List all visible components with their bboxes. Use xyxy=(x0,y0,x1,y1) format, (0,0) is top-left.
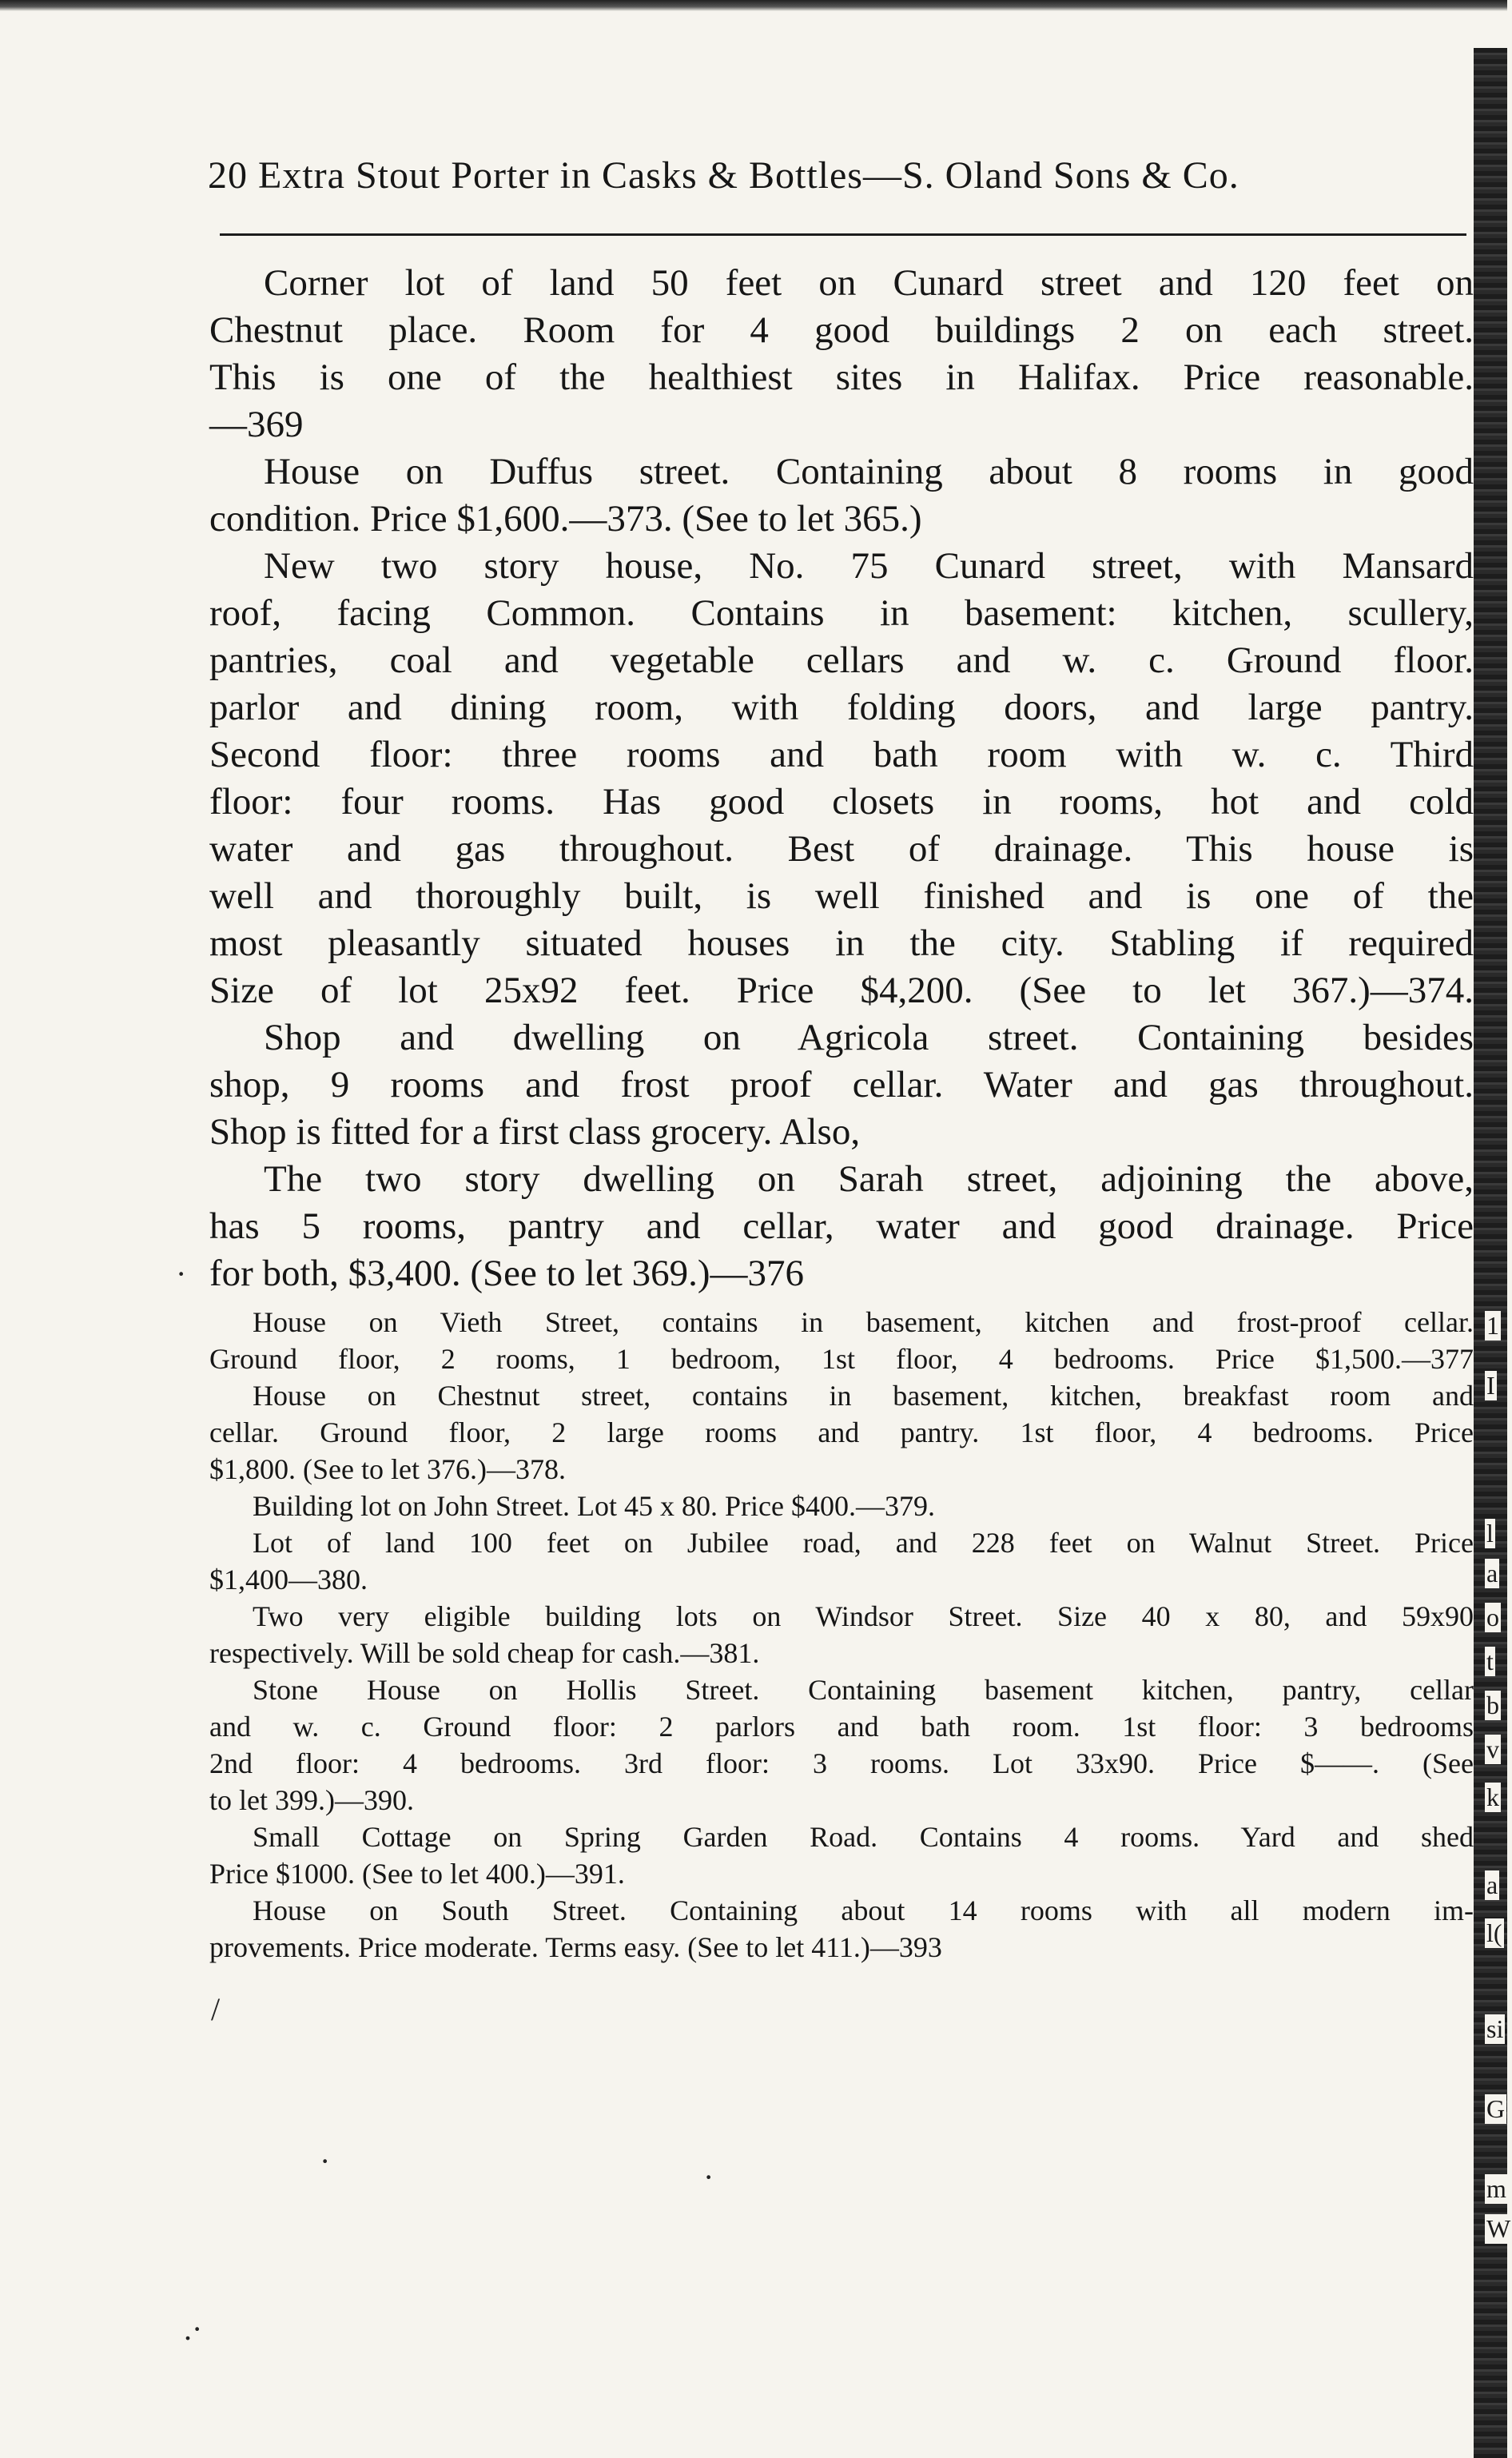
text-line: condition. Price $1,600.—373. (See to let 365.) xyxy=(209,498,922,540)
ink-dot: · xyxy=(320,2143,331,2179)
edge-fragment: o xyxy=(1486,1603,1499,1631)
edge-fragment: l xyxy=(1486,1519,1494,1548)
text-line: to let 399.)—390. xyxy=(209,1784,414,1816)
text-line: Shop is fitted for a first class grocery. Also, xyxy=(209,1111,861,1153)
text-line: most pleasantly situated houses in the city. Stabling if required xyxy=(209,922,1474,964)
text-line: cellar. Ground floor, 2 large rooms and pantry. 1st floor, 4 bedrooms. Price xyxy=(209,1416,1474,1448)
text-line: water and gas throughout. Best of drainage. This house is xyxy=(209,828,1474,870)
top-border xyxy=(0,0,1507,11)
text-line: House on Chestnut street, contains in basement, kitchen, breakfast room and xyxy=(253,1380,1474,1412)
ink-mark: / xyxy=(211,1991,221,2027)
edge-fragment: k xyxy=(1486,1783,1499,1811)
text-line: Building lot on John Street. Lot 45 x 80. Price $400.—379. xyxy=(253,1490,935,1522)
edge-fragment: b xyxy=(1486,1691,1499,1719)
text-line: Two very eligible building lots on Windsor Street. Size 40 x 80, and 59x90 xyxy=(253,1600,1474,1632)
text-line: provements. Price moderate. Terms easy. (See to let 411.)—393 xyxy=(209,1931,942,1963)
edge-fragment: v xyxy=(1486,1735,1499,1763)
text-line: well and thoroughly built, is well finished and is one of the xyxy=(209,875,1474,917)
text-line: shop, 9 rooms and frost proof cellar. Water and gas throughout. xyxy=(209,1064,1474,1106)
adjacent-page-fragments xyxy=(1485,0,1511,2458)
text-line: for both, $3,400. (See to let 369.)—376 xyxy=(209,1253,805,1294)
edge-fragment: W xyxy=(1486,2214,1511,2243)
edge-fragment: I xyxy=(1486,1371,1495,1400)
text-line: respectively. Will be sold cheap for cash.—381. xyxy=(209,1637,760,1669)
listings-text xyxy=(209,260,1474,1966)
text-line: New two story house, No. 75 Cunard street, with Mansard xyxy=(264,545,1474,587)
text-line: parlor and dining room, with folding doors, and large pantry. xyxy=(209,687,1474,728)
edge-fragment: 1 xyxy=(1486,1311,1499,1340)
ink-dot: · xyxy=(176,1256,187,1292)
running-header: 20 Extra Stout Porter in Casks & Bottles—S. Oland Sons & Co. xyxy=(208,154,1239,197)
text-line: Chestnut place. Room for 4 good buildings 2 on each street. xyxy=(209,309,1474,351)
text-line: 2nd floor: 4 bedrooms. 3rd floor: 3 rooms. Lot 33x90. Price $——. (See xyxy=(209,1747,1474,1779)
text-line: Stone House on Hollis Street. Containing basement kitchen, pantry, cellar xyxy=(253,1674,1474,1706)
text-line: roof, facing Common. Contains in basement: kitchen, scullery, xyxy=(209,592,1474,634)
text-line: has 5 rooms, pantry and cellar, water and good drainage. Price xyxy=(209,1205,1474,1247)
text-line: The two story dwelling on Sarah street, adjoining the above, xyxy=(264,1158,1474,1200)
text-line: Lot of land 100 feet on Jubilee road, and 228 feet on Walnut Street. Price xyxy=(253,1527,1474,1559)
ink-dot: · xyxy=(703,2159,714,2195)
text-line: pantries, coal and vegetable cellars and w. c. Ground floor. xyxy=(209,639,1474,681)
text-line: House on Vieth Street, contains in basement, kitchen and frost-proof cellar. xyxy=(253,1306,1474,1338)
text-line: $1,400—380. xyxy=(209,1564,368,1596)
text-line: Price $1000. (See to let 400.)—391. xyxy=(209,1858,625,1890)
text-line: Shop and dwelling on Agricola street. Containing besides xyxy=(264,1017,1474,1058)
text-line: Size of lot 25x92 feet. Price $4,200. (See to let 367.)—374. xyxy=(209,970,1474,1011)
edge-fragment: t xyxy=(1486,1647,1494,1675)
text-line: Second floor: three rooms and bath room with w. c. Third xyxy=(209,734,1474,775)
text-line: $1,800. (See to let 376.)—378. xyxy=(209,1453,566,1485)
text-line: —369 xyxy=(209,404,304,445)
text-line: Ground floor, 2 rooms, 1 bedroom, 1st floor, 4 bedrooms. Price $1,500.—377 xyxy=(209,1343,1474,1375)
text-line: House on Duffus street. Containing about 8 rooms in good xyxy=(264,451,1474,492)
edge-fragment: m xyxy=(1486,2174,1506,2203)
edge-fragment: a xyxy=(1486,1870,1498,1899)
text-line: Corner lot of land 50 feet on Cunard street and 120 feet on xyxy=(264,262,1474,304)
ink-dot: .· xyxy=(184,2311,203,2347)
edge-fragment: G xyxy=(1486,2094,1506,2123)
header-rule xyxy=(220,233,1466,236)
text-line: Small Cottage on Spring Garden Road. Contains 4 rooms. Yard and shed xyxy=(253,1821,1474,1853)
edge-fragment: l( xyxy=(1486,1918,1502,1947)
edge-fragment: si xyxy=(1486,2014,1504,2043)
edge-fragment: a xyxy=(1486,1559,1498,1588)
text-line: This is one of the healthiest sites in Halifax. Price reasonable. xyxy=(209,357,1474,398)
text-line: floor: four rooms. Has good closets in rooms, hot and cold xyxy=(209,781,1474,823)
text-line: and w. c. Ground floor: 2 parlors and bath room. 1st floor: 3 bedrooms xyxy=(209,1711,1474,1743)
text-line: House on South Street. Containing about 14 rooms with all modern im- xyxy=(253,1894,1474,1926)
